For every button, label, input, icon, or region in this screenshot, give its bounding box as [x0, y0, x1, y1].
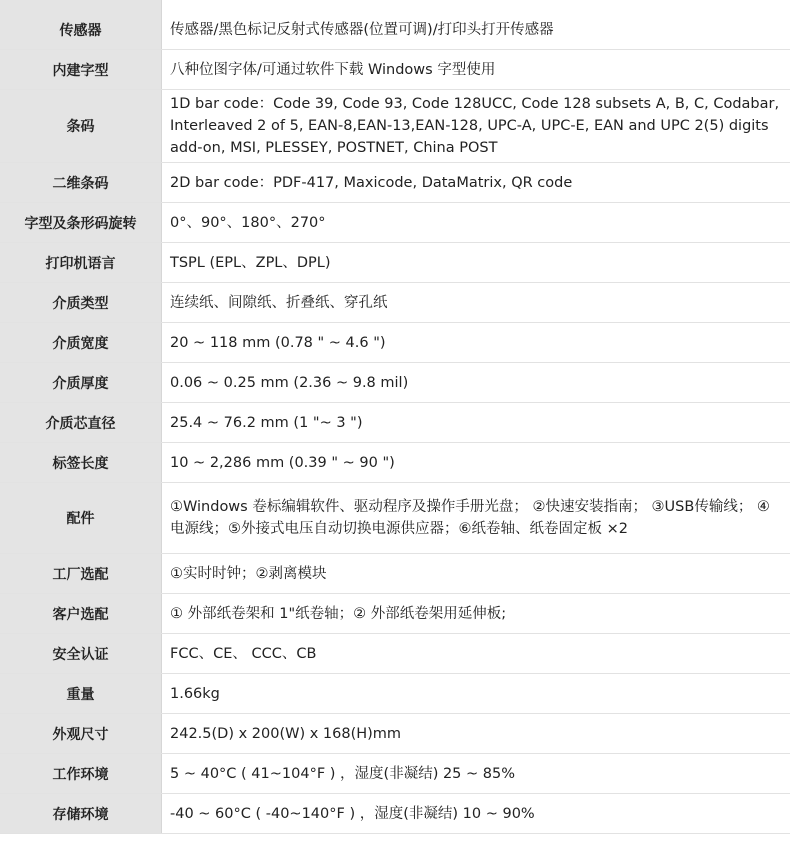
spec-label: 内建字型	[0, 50, 162, 90]
spec-value: 2D bar code：PDF-417, Maxicode, DataMatrix, QR code	[162, 163, 790, 203]
spec-label: 客户选配	[0, 594, 162, 634]
spec-row-dealer-options	[0, 594, 790, 634]
spec-value: 0°、90°、180°、270°	[162, 203, 790, 243]
spec-label: 传感器	[0, 10, 162, 50]
spec-value: 10 ~ 2,286 mm (0.39 " ~ 90 ")	[162, 443, 790, 483]
spec-row-storage-env	[0, 794, 790, 834]
spec-row-operating-env	[0, 754, 790, 794]
spec-row-weight	[0, 674, 790, 714]
spec-label: 介质芯直径	[0, 403, 162, 443]
spec-row-dimensions	[0, 714, 790, 754]
spec-row-rotation	[0, 203, 790, 243]
spec-row-2d-barcode	[0, 163, 790, 203]
spec-value: 5 ~ 40°C ( 41~104°F ) ，湿度(非凝结) 25 ~ 85%	[162, 754, 790, 794]
spec-label: 重量	[0, 674, 162, 714]
spec-value: 20 ~ 118 mm (0.78 " ~ 4.6 ")	[162, 323, 790, 363]
spec-value: 1D bar code：Code 39, Code 93, Code 128UCC, Code 128 subsets A, B, C, Codabar, Interleaved 2 of 5, EAN-8,EAN-13,EAN-128, UPC-A, UPC-E, EAN and UPC 2(5) digits add-on, MSI, PLESSEY, POSTNET, China POST	[162, 90, 790, 163]
spec-label: 外观尺寸	[0, 714, 162, 754]
spec-label: 配件	[0, 483, 162, 554]
spec-label: 打印机语言	[0, 243, 162, 283]
spec-row-media-type	[0, 283, 790, 323]
spec-label: 工厂选配	[0, 554, 162, 594]
spec-label: 存储环境	[0, 794, 162, 834]
spec-value: -40 ~ 60°C ( -40~140°F ) ，湿度(非凝结) 10 ~ 90%	[162, 794, 790, 834]
spec-value: 1.66kg	[162, 674, 790, 714]
spec-label: 标签长度	[0, 443, 162, 483]
spec-value: FCC、CE、 CCC、CB	[162, 634, 790, 674]
spec-label: 介质宽度	[0, 323, 162, 363]
table-top-edge-label-cell	[0, 0, 162, 10]
spec-label: 条码	[0, 90, 162, 163]
spec-label: 二维条码	[0, 163, 162, 203]
spec-value: ① 外部纸卷架和 1"纸卷轴；② 外部纸卷架用延伸板;	[162, 594, 790, 634]
spec-row-media-width	[0, 323, 790, 363]
spec-row-label-length	[0, 443, 790, 483]
spec-row-factory-options	[0, 554, 790, 594]
spec-value: ①Windows 卷标编辑软件、驱动程序及操作手册光盘； ②快速安装指南； ③USB传输线； ④电源线；⑤外接式电压自动切换电源供应器；⑥纸卷轴、纸卷固定板 ×2	[162, 483, 790, 554]
spec-label: 工作环境	[0, 754, 162, 794]
spec-value: 25.4 ~ 76.2 mm (1 "~ 3 ")	[162, 403, 790, 443]
spec-value: 八种位图字体/可通过软件下载 Windows 字型使用	[162, 50, 790, 90]
spec-label: 字型及条形码旋转	[0, 203, 162, 243]
spec-value: ①实时时钟；②剥离模块	[162, 554, 790, 594]
spec-row-fonts	[0, 50, 790, 90]
spec-row-core-diameter	[0, 403, 790, 443]
spec-row-accessories	[0, 483, 790, 554]
spec-value: 242.5(D) x 200(W) x 168(H)mm	[162, 714, 790, 754]
spec-value: 传感器/黑色标记反射式传感器(位置可调)/打印头打开传感器	[162, 10, 790, 50]
spec-label: 介质类型	[0, 283, 162, 323]
spec-value: 0.06 ~ 0.25 mm (2.36 ~ 9.8 mil)	[162, 363, 790, 403]
spec-row-certification	[0, 634, 790, 674]
spec-value: 连续纸、间隙纸、折叠纸、穿孔纸	[162, 283, 790, 323]
spec-value: TSPL (EPL、ZPL、DPL)	[162, 243, 790, 283]
spec-row-language	[0, 243, 790, 283]
spec-table	[0, 10, 790, 834]
spec-label: 介质厚度	[0, 363, 162, 403]
spec-label: 安全认证	[0, 634, 162, 674]
spec-row-barcode	[0, 90, 790, 163]
spec-row-sensor	[0, 10, 790, 50]
spec-row-media-thickness	[0, 363, 790, 403]
